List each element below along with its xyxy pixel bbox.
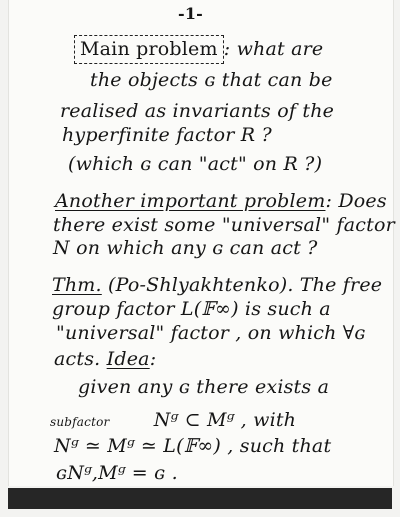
scan-bottom-bar — [8, 488, 392, 509]
line-14-formula: Nᵍ ⊂ Mᵍ , with — [153, 409, 297, 431]
main-problem-label: Main problem — [74, 35, 224, 64]
line-13: given any ɢ there exists a — [78, 376, 330, 398]
another-problem-label: Another important problem — [55, 190, 326, 212]
line-16: ɢNᵍ,Mᵍ = ɢ . — [56, 462, 178, 484]
theorem-label: Thm. — [52, 274, 102, 296]
line-9-text: (Po-Shlyakhtenko). The free — [101, 274, 383, 296]
line-15: Nᵍ ≃ Mᵍ ≃ L(𝔽∞) , such that — [54, 435, 332, 457]
line-8: N on which any ɢ can act ? — [53, 237, 318, 259]
line-14 — [50, 411, 296, 430]
idea-label: Idea — [106, 348, 150, 370]
line-4: hyperfinite factor R ? — [62, 124, 272, 146]
line-6 — [55, 192, 387, 211]
page-number: -1- — [178, 4, 204, 23]
line-5: (which ɢ can "act" on R ?) — [68, 153, 323, 175]
line-9 — [52, 276, 382, 295]
subfactor-word: subfactor — [50, 415, 110, 429]
line-2: the objects ɢ that can be — [90, 69, 333, 91]
line-1 — [74, 40, 323, 59]
line-12: acts. Idea: — [54, 348, 157, 370]
line-3: realised as invariants of the — [60, 100, 335, 122]
line-6-text: : Does — [325, 190, 387, 212]
line-10: group factor L(𝔽∞) is such a — [52, 298, 331, 320]
line-1-text: : what are — [223, 38, 324, 60]
line-7: there exist some "universal" factor — [53, 214, 395, 236]
line-11: "universal" factor , on which ∀ɢ — [56, 322, 366, 344]
line-12-text: acts. — [54, 348, 107, 370]
